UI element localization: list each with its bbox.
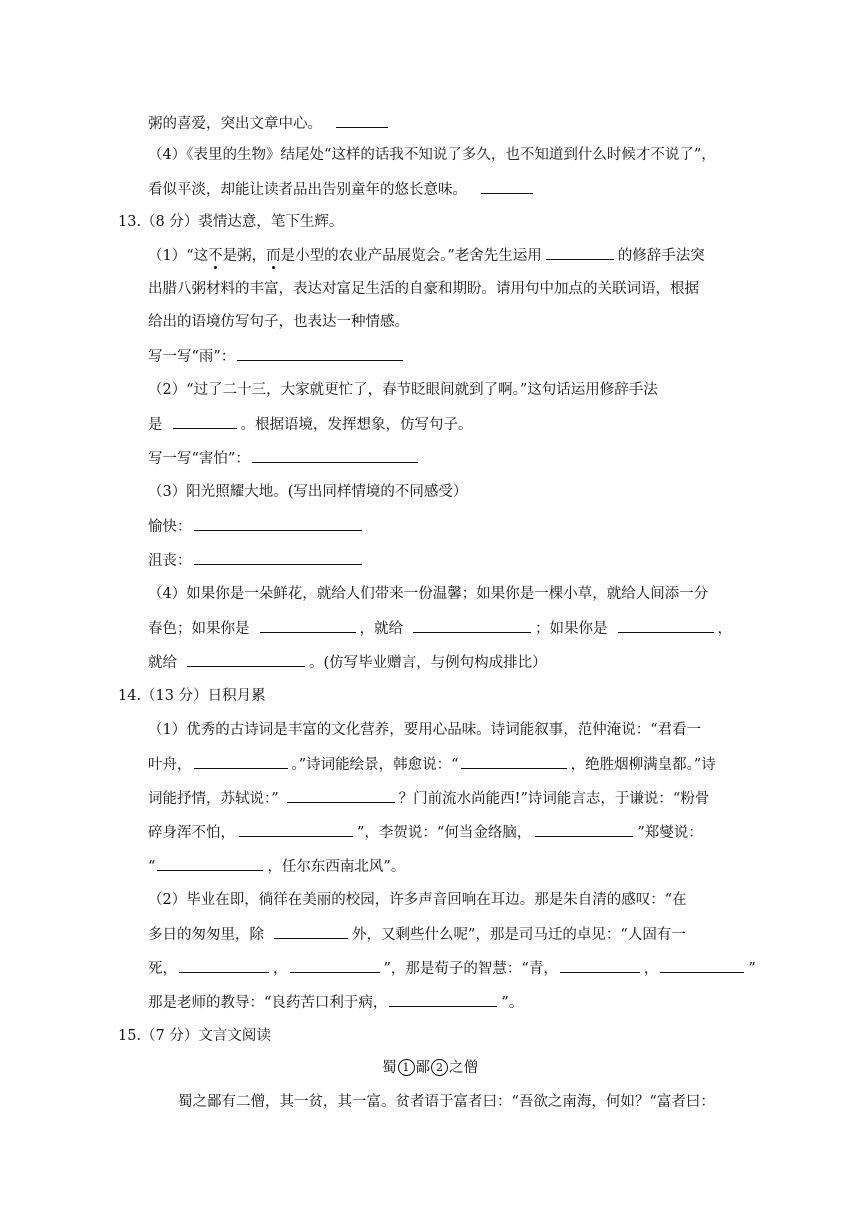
text-line: （2）毕业在即，徜徉在美丽的校园，许多声音回响在耳边。那是朱自清的感叹：“在 xyxy=(148,892,687,908)
text-line: “ ，任尔东西南北风”。 xyxy=(148,856,405,877)
answer-blank[interactable] xyxy=(237,346,403,361)
dotted-char: 不 xyxy=(208,248,223,264)
answer-blank[interactable] xyxy=(194,516,362,531)
passage-text: 蜀之鄙有二僧，其一贫，其一富。贫者语于富者曰：“吾欲之南海，何如？“富者曰： xyxy=(178,1094,715,1110)
text-line: 写一写“雨”： xyxy=(148,346,407,367)
answer-blank[interactable] xyxy=(173,414,237,429)
answer-blank[interactable] xyxy=(413,618,531,633)
answer-blank[interactable] xyxy=(535,822,633,837)
question-13-title: 13.（8 分）裘情达意，笔下生辉。 xyxy=(118,214,344,230)
text-line: 就给 。(仿写毕业赠言，与例句构成排比） xyxy=(148,652,547,673)
text-line: 碎身浑不怕， ”，李贺说：“何当金络脑， ”郑燮说： xyxy=(148,822,703,843)
answer-blank[interactable] xyxy=(546,245,614,260)
footnote-marker: 1 xyxy=(398,1059,415,1076)
text-line: （4）如果你是一朵鲜花，就给人们带来一份温馨；如果你是一棵小草，就给人间添一分 xyxy=(148,586,709,602)
answer-blank[interactable] xyxy=(274,924,348,939)
answer-blank[interactable] xyxy=(252,448,418,463)
answer-blank[interactable] xyxy=(618,618,714,633)
text-line: （2）“过了二十三，大家就更忙了，春节眨眼间就到了啊。”这句话运用修辞手法 xyxy=(148,382,658,398)
text-line: （1）优秀的古诗词是丰富的文化营养，要用心品味。诗词能叙事，范仲淹说：“君看一 xyxy=(148,722,702,738)
text-line: （4）《表里的生物》结尾处“这样的话我不知说了多久，也不知道到什么时候才不说了”， xyxy=(148,147,716,163)
text-line: 多日的匆匆里，除 外，又剩些什么呢”，那是司马迁的卓见：“人固有一 xyxy=(148,924,686,945)
text-line: 叶舟， 。”诗词能绘景，韩愈说：“ ，绝胜烟柳满皇都。”诗 xyxy=(148,754,716,775)
answer-blank[interactable] xyxy=(187,652,305,667)
answer-blank[interactable] xyxy=(660,958,744,973)
text-line: 粥的喜爱，突出文章中心。 xyxy=(148,113,392,134)
answer-blank[interactable] xyxy=(389,992,497,1007)
dotted-char: 而 xyxy=(266,248,281,264)
text-line: 出腊八粥材料的丰富，表达对富足生活的自豪和期盼。请用句中加点的关联词语，根据 xyxy=(148,281,699,297)
question-15-title: 15.（7 分）文言文阅读 xyxy=(118,1028,271,1044)
text-line: 那是老师的教导：“良药苦口利于病， ”。 xyxy=(148,992,523,1013)
text-line: 愉快： xyxy=(148,516,366,537)
answer-blank[interactable] xyxy=(179,958,269,973)
answer-blank[interactable] xyxy=(260,618,356,633)
answer-blank[interactable] xyxy=(461,754,567,769)
passage-title: 蜀 1 鄙 2 之僧 xyxy=(382,1060,478,1076)
question-14-title: 14.（13 分）日积月累 xyxy=(118,688,266,704)
answer-blank[interactable] xyxy=(336,113,388,128)
text-line: 词能抒情，苏轼说：” ？门前流水尚能西!”诗词能言志，于谦说：“粉骨 xyxy=(148,788,709,809)
text-line: （1）“这不是粥，而是小型的农业产品展览会。”老舍先生运用 的修辞手法突 xyxy=(148,245,705,266)
text-line: 死， ， ”，那是荀子的智慧：“青， ， ” xyxy=(148,958,756,979)
text-line: （3）阳光照耀大地。(写出同样情境的不同感受） xyxy=(148,484,468,500)
answer-blank[interactable] xyxy=(560,958,640,973)
text-line: 看似平淡，却能让读者品出告别童年的悠长意味。 xyxy=(148,179,537,200)
answer-blank[interactable] xyxy=(239,822,353,837)
text-line: 春色；如果你是 ，就给 ；如果你是 ， xyxy=(148,618,732,639)
answer-blank[interactable] xyxy=(194,754,288,769)
answer-blank[interactable] xyxy=(194,550,362,565)
text-line: 沮丧： xyxy=(148,550,366,571)
answer-blank[interactable] xyxy=(481,179,533,194)
answer-blank[interactable] xyxy=(287,788,395,803)
answer-blank[interactable] xyxy=(290,958,380,973)
text-line: 是 。根据语境，发挥想象，仿写句子。 xyxy=(148,414,473,435)
answer-blank[interactable] xyxy=(157,856,263,871)
text-line: 给出的语境仿写句子，也表达一种情感。 xyxy=(148,314,409,330)
text-line: 写一写“害怕”： xyxy=(148,448,422,469)
footnote-marker: 2 xyxy=(431,1059,448,1076)
